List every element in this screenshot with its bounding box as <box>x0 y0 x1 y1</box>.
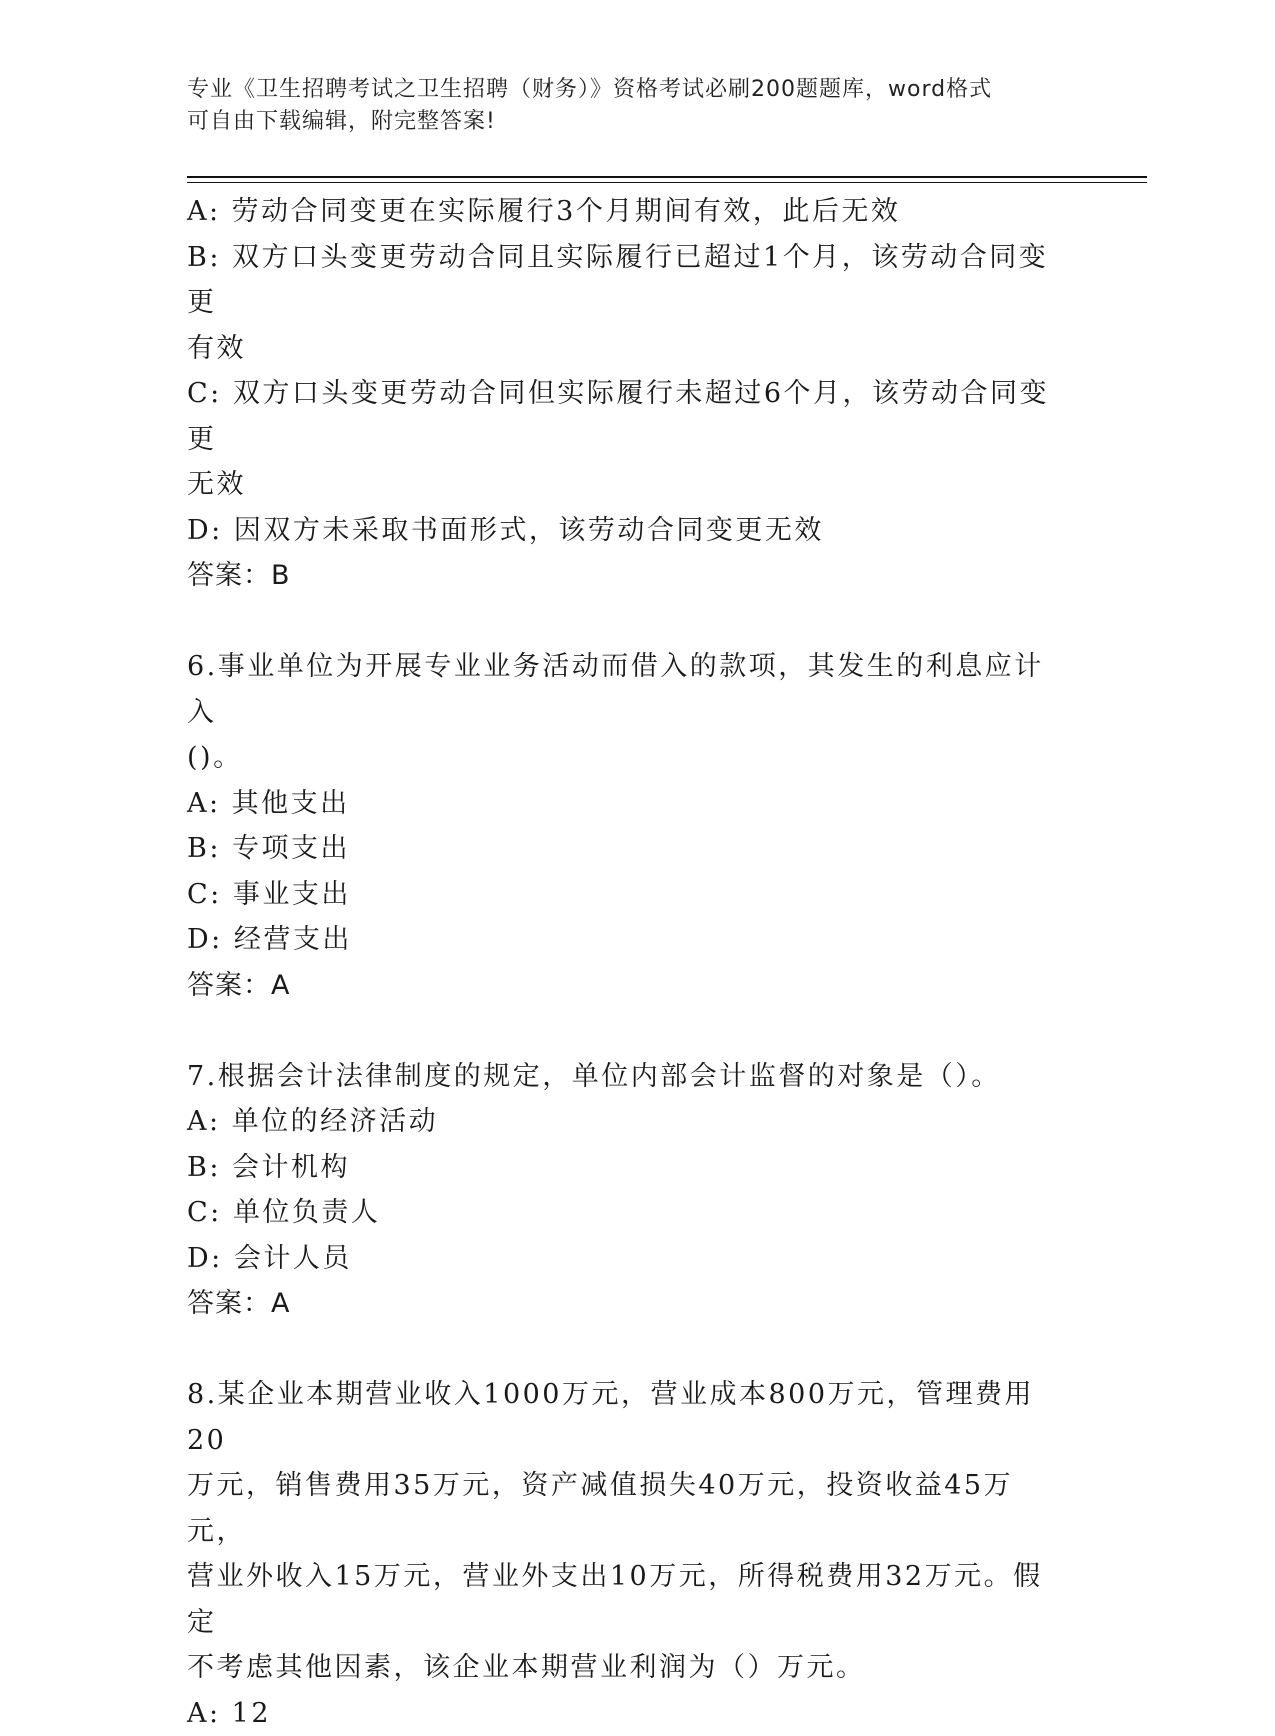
question-8-block <box>187 1372 1067 1736</box>
question-6-answer: 答案：A <box>187 963 1067 1009</box>
question-5-block <box>187 189 1067 599</box>
question-5-option-a: A: 劳动合同变更在实际履行3个月期间有效，此后无效 <box>187 189 1067 235</box>
question-8-stem-line-2: 万元，销售费用35万元，资产减值损失40万元，投资收益45万元， <box>187 1463 1067 1554</box>
question-6-option-d: D: 经营支出 <box>187 917 1067 963</box>
question-5-answer: 答案：B <box>187 553 1067 599</box>
question-6-option-a: A: 其他支出 <box>187 781 1067 827</box>
question-7-stem: 7.根据会计法律制度的规定，单位内部会计监督的对象是（）。 <box>187 1054 1067 1100</box>
spacer <box>187 599 1067 645</box>
question-7-block <box>187 1054 1067 1327</box>
question-8-stem-line-1: 8.某企业本期营业收入1000万元，营业成本800万元，管理费用20 <box>187 1372 1067 1463</box>
question-6-stem-line-2: ()。 <box>187 735 1067 781</box>
spacer <box>187 1327 1067 1373</box>
question-7-option-d: D: 会计人员 <box>187 1236 1067 1282</box>
question-7-option-a: A: 单位的经济活动 <box>187 1099 1067 1145</box>
header-title-line-2: 可自由下载编辑，附完整答案! <box>187 106 1067 138</box>
spacer <box>187 1008 1067 1054</box>
question-8-stem-line-3: 营业外收入15万元，营业外支出10万元，所得税费用32万元。假定 <box>187 1554 1067 1645</box>
question-5-option-c-line-1: C: 双方口头变更劳动合同但实际履行未超过6个月，该劳动合同变更 <box>187 371 1067 462</box>
question-5-option-b-line-2: 有效 <box>187 326 1067 372</box>
question-7-answer: 答案：A <box>187 1281 1067 1327</box>
question-7-option-b: B: 会计机构 <box>187 1145 1067 1191</box>
question-content <box>187 189 1067 1736</box>
question-8-option-a: A: 12 <box>187 1691 1067 1736</box>
question-8-stem-line-4: 不考虑其他因素，该企业本期营业利润为（）万元。 <box>187 1645 1067 1691</box>
question-6-option-b: B: 专项支出 <box>187 826 1067 872</box>
question-5-option-b-line-1: B: 双方口头变更劳动合同且实际履行已超过1个月，该劳动合同变更 <box>187 235 1067 326</box>
question-6-stem-line-1: 6.事业单位为开展专业业务活动而借入的款项，其发生的利息应计入 <box>187 644 1067 735</box>
document-header <box>187 74 1067 138</box>
question-6-option-c: C: 事业支出 <box>187 872 1067 918</box>
question-5-option-d: D: 因双方未采取书面形式，该劳动合同变更无效 <box>187 508 1067 554</box>
question-6-block <box>187 644 1067 1008</box>
header-divider <box>187 176 1147 183</box>
question-5-option-c-line-2: 无效 <box>187 462 1067 508</box>
question-7-option-c: C: 单位负责人 <box>187 1190 1067 1236</box>
header-title-line-1: 专业《卫生招聘考试之卫生招聘（财务）》资格考试必刷200题题库，word格式 <box>187 74 1067 106</box>
